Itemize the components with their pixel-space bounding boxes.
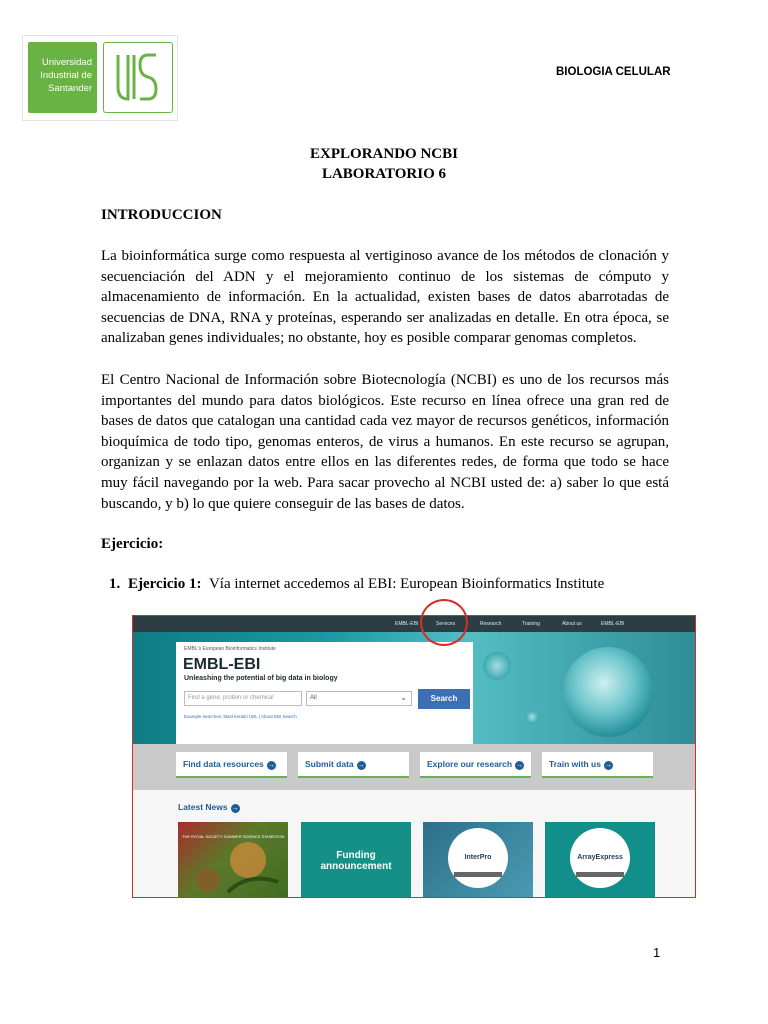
course-name: BIOLOGIA CELULAR bbox=[556, 66, 671, 78]
explore-research-label: Explore our research bbox=[427, 759, 513, 769]
cell-illustration bbox=[563, 647, 653, 737]
document-title: EXPLORANDO NCBI bbox=[310, 146, 458, 162]
ebi-tagline: Unleashing the potential of big data in biology bbox=[184, 675, 338, 682]
arrow-right-icon: → bbox=[231, 805, 239, 812]
train-label: Train with us bbox=[549, 759, 601, 769]
submit-data-label: Submit data bbox=[305, 759, 354, 769]
cell-illustration-small bbox=[483, 652, 511, 680]
highlight-circle-annotation bbox=[420, 599, 468, 646]
ebi-top-nav bbox=[133, 616, 695, 632]
find-data-button bbox=[176, 752, 287, 778]
arrow-right-icon: → bbox=[516, 762, 524, 769]
ebi-hero-banner bbox=[133, 632, 695, 744]
arrow-right-icon: → bbox=[267, 762, 275, 769]
interpro-disc bbox=[448, 828, 508, 888]
submit-data-button bbox=[298, 752, 409, 778]
item-text: Vía internet accedemos al EBI: European Bioinformatics Institute bbox=[208, 576, 605, 592]
chevron-down-icon: ⌄ bbox=[400, 693, 407, 702]
ebi-example-searches: Example searches: blast keratin UEL | About EBI Search bbox=[184, 714, 297, 719]
university-logo bbox=[22, 35, 178, 121]
uis-monogram-icon bbox=[103, 42, 173, 113]
news-tile-interpro bbox=[423, 822, 533, 898]
logo-line-3: Santander bbox=[48, 83, 92, 94]
ebi-search-button: Search bbox=[418, 689, 470, 709]
train-button bbox=[542, 752, 653, 778]
funding-line-1: Funding bbox=[336, 850, 376, 861]
cell-illustration-tiny bbox=[525, 710, 539, 724]
news-tile-arrayexpress bbox=[545, 822, 655, 898]
arrayexpress-disc bbox=[570, 828, 630, 888]
select-value: All bbox=[310, 695, 317, 701]
nav-embl-ebi-account: EMBL-EBI bbox=[601, 621, 625, 627]
interpro-strip bbox=[454, 872, 502, 877]
latest-news-heading bbox=[178, 802, 240, 813]
nav-research: Research bbox=[480, 621, 502, 627]
ncbi-paragraph: El Centro Nacional de Información sobre Biotecnología (NCBI) es uno de los recursos más importantes del mundo para datos biológicos. Este recurso en línea ofrece una gran red de bases de datos que catalogan una cantidad cada vez mayor de recursos genéticos, información bioquímica de todo tipo, genomas enteros, de virus a humanos. En este recurso se agrupan, organizan y se enlazan datos entre ellos en las diferentes redes, de forma que todo se hace muy fácil navegando por la web. Para sacar provecho al NCBI usted de: a) saber lo que está buscando, y b) lo que quiere conseguir de las bases de datos. bbox=[101, 372, 669, 512]
exercise-item-1 bbox=[109, 576, 604, 593]
nav-embl-ebi: EMBL-EBI bbox=[395, 621, 419, 627]
funding-line-2: announcement bbox=[320, 861, 392, 872]
news-tile-funding bbox=[301, 822, 411, 898]
ebi-website-screenshot bbox=[132, 615, 696, 898]
logo-line-2: Industrial de bbox=[40, 70, 92, 81]
photo-caption: THE ROYAL SOCIETY SUMMER SCIENCE EXHIBITION bbox=[182, 834, 285, 839]
arrow-right-icon: → bbox=[604, 762, 612, 769]
arrayexpress-strip bbox=[576, 872, 624, 877]
nav-services: Services bbox=[436, 621, 456, 627]
ebi-subtitle: EMBL's European Bioinformatics Institute bbox=[184, 646, 276, 652]
funding-text bbox=[301, 850, 411, 872]
nav-training: Training bbox=[522, 621, 540, 627]
document-subtitle: LABORATORIO 6 bbox=[321, 166, 447, 182]
interpro-logo: InterPro bbox=[464, 854, 492, 861]
ebi-category-select bbox=[306, 691, 412, 706]
item-label: Ejercicio 1: bbox=[128, 576, 202, 592]
explore-research-button bbox=[420, 752, 531, 778]
nav-about: About us bbox=[562, 621, 582, 627]
logo-line-1: Universidad bbox=[41, 57, 92, 68]
page-number: 1 bbox=[653, 945, 661, 960]
arrayexpress-logo: ArrayExpress bbox=[577, 854, 623, 861]
ebi-search-card bbox=[176, 642, 473, 746]
item-number: 1. bbox=[109, 576, 121, 592]
exercise-heading: Ejercicio: bbox=[101, 536, 164, 552]
ebi-search-input: Find a gene, protein or chemical bbox=[184, 691, 302, 706]
news-tile-photo bbox=[178, 822, 288, 898]
ebi-brand: EMBL-EBI bbox=[183, 656, 261, 673]
latest-news-label: Latest News bbox=[178, 802, 228, 812]
intro-paragraph: La bioinformática surge como respuesta al vertiginoso avance de los métodos de clonación y secuenciación del ADN y el mejoramiento continuo de los sistemas de cómputo y almacenamiento de información. En la actualidad, existen bases de datos abarrotadas de secuencias de DNA, RNA y proteínas, esperando ser analizadas en detalle. En otra época, se analizaban genes individuales; no obstante, hoy es posible comparar genomas completos. bbox=[101, 248, 669, 347]
intro-heading: INTRODUCCION bbox=[101, 207, 222, 223]
logo-text-block bbox=[28, 42, 97, 113]
find-data-label: Find data resources bbox=[183, 759, 264, 769]
arrow-right-icon: → bbox=[357, 762, 365, 769]
